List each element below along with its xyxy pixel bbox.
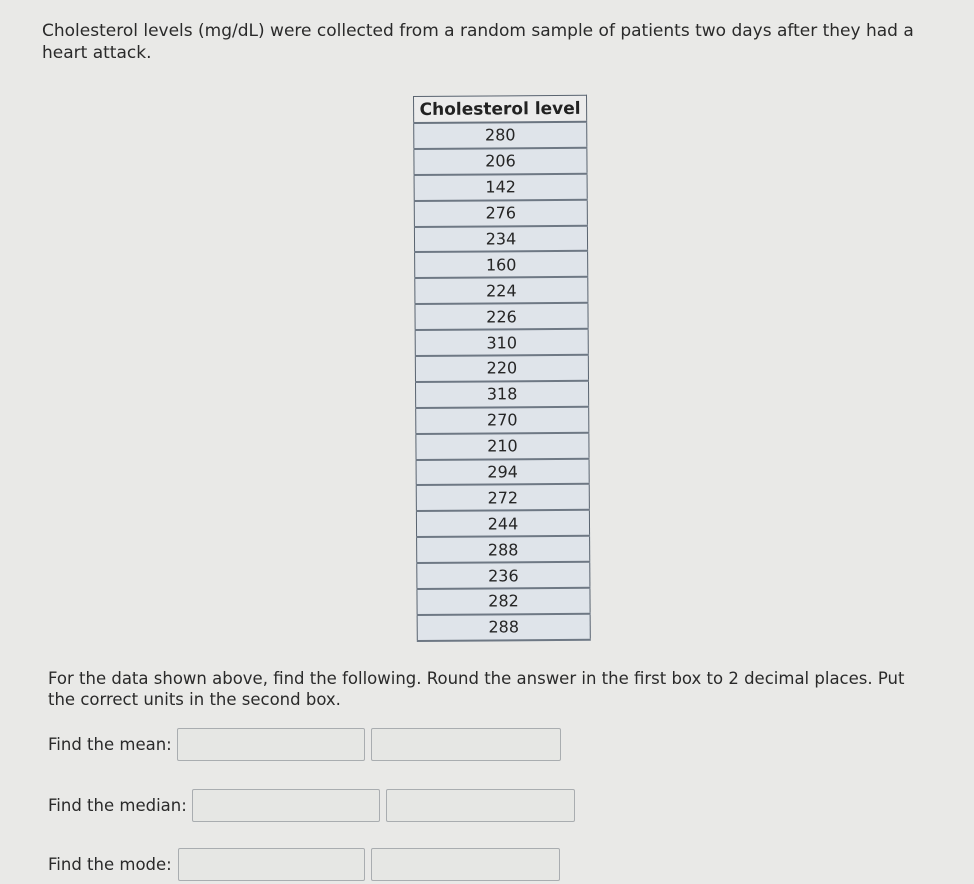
table-cell: 234 xyxy=(414,225,587,252)
table-cell: 288 xyxy=(417,614,590,641)
table-cell: 282 xyxy=(417,588,590,615)
table-cell: 210 xyxy=(416,432,589,459)
mean-value-input[interactable] xyxy=(177,728,365,761)
mode-value-input[interactable] xyxy=(178,848,365,881)
table-cell: 272 xyxy=(416,484,589,511)
median-units-input[interactable] xyxy=(386,789,575,822)
table-cell: 310 xyxy=(415,329,588,356)
table-cell: 160 xyxy=(415,251,588,278)
table-cell: 244 xyxy=(416,510,589,537)
mean-label: Find the mean: xyxy=(48,735,172,754)
median-value-input[interactable] xyxy=(192,789,380,822)
table-cell: 142 xyxy=(414,174,587,201)
cholesterol-data-table xyxy=(413,95,591,642)
mean-units-input[interactable] xyxy=(371,728,561,761)
table-cell: 270 xyxy=(416,407,589,434)
table-header: Cholesterol level xyxy=(414,95,587,123)
table-cell: 288 xyxy=(417,536,590,563)
table-cell: 224 xyxy=(415,277,588,304)
table-cell: 226 xyxy=(415,303,588,330)
instructions-text: For the data shown above, find the following. Round the answer in the first box to 2 decimal places. Put the correct units in the second box. xyxy=(48,669,905,709)
table-cell: 280 xyxy=(414,122,587,149)
table-cell: 236 xyxy=(417,562,590,589)
mode-label: Find the mode: xyxy=(48,855,172,874)
median-label: Find the median: xyxy=(48,796,187,815)
table-cell: 220 xyxy=(415,355,588,382)
table-cell: 276 xyxy=(414,199,587,226)
table-cell: 206 xyxy=(414,148,587,175)
mode-units-input[interactable] xyxy=(371,848,560,881)
table-cell: 318 xyxy=(415,381,588,408)
table-cell: 294 xyxy=(416,458,589,485)
problem-statement: Cholesterol levels (mg/dL) were collected from a random sample of patients two days after they had a heart attack. xyxy=(42,21,914,63)
